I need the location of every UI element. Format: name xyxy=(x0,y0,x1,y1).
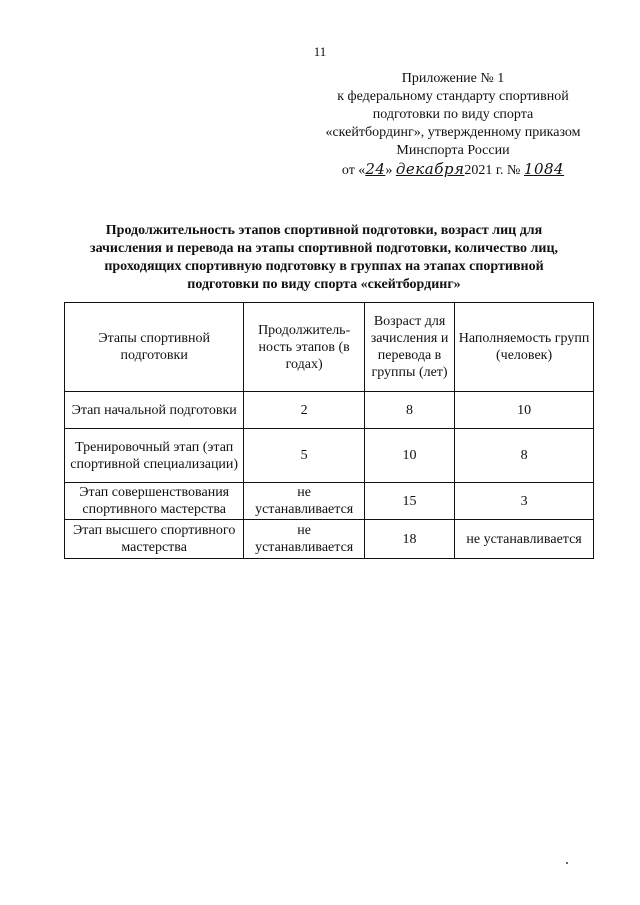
date-close: » xyxy=(385,163,393,178)
handwritten-order-number: 1084 xyxy=(523,160,565,178)
handwritten-day: 24 xyxy=(365,160,386,178)
header-duration: Продолжитель-ность этапов (в годах) xyxy=(244,303,365,392)
stages-table xyxy=(64,302,594,559)
cell-duration: не устанавливается xyxy=(244,520,365,559)
appendix-line: подготовки по виду спорта xyxy=(372,107,534,122)
handwritten-month: декабря xyxy=(395,160,465,178)
table-row xyxy=(65,392,594,429)
cell-age: 15 xyxy=(364,483,454,520)
page-number: 11 xyxy=(313,44,327,59)
header-age: Возраст для зачисления и перевода в группы (лет) xyxy=(364,303,454,392)
header-stages: Этапы спортивной подготовки xyxy=(65,303,244,392)
appendix-line: Минспорта России xyxy=(396,143,510,158)
order-year: 2021 г. № xyxy=(464,163,521,178)
cell-stage: Этап совершенствования спортивного мастерства xyxy=(65,483,244,520)
title-line: зачисления и перевода на этапы спортивной подготовки, количество лиц, xyxy=(89,241,559,256)
cell-group-size: 10 xyxy=(455,392,594,429)
cell-group-size: не устанавливается xyxy=(455,520,594,559)
table-row xyxy=(65,520,594,559)
appendix-line: «скейтбординг», утвержденному приказом xyxy=(325,125,581,140)
appendix-title: Приложение № 1 xyxy=(401,71,505,86)
table-row xyxy=(65,429,594,483)
appendix-header xyxy=(318,70,588,180)
appendix-line: к федеральному стандарту спортивной xyxy=(337,89,569,104)
table-header-row xyxy=(65,303,594,392)
header-group-size: Наполняемость групп (человек) xyxy=(455,303,594,392)
table-row xyxy=(65,483,594,520)
cell-duration: не устанавливается xyxy=(244,483,365,520)
date-prefix: от « xyxy=(341,163,366,178)
title-line: Продолжительность этапов спортивной подготовки, возраст лиц для xyxy=(105,223,543,238)
cell-age: 18 xyxy=(364,520,454,559)
scan-speck xyxy=(566,862,568,864)
document-title xyxy=(60,222,588,294)
cell-age: 8 xyxy=(364,392,454,429)
cell-duration: 5 xyxy=(244,429,365,483)
cell-stage: Тренировочный этап (этап спортивной специализации) xyxy=(65,429,244,483)
cell-stage: Этап высшего спортивного мастерства xyxy=(65,520,244,559)
cell-stage: Этап начальной подготовки xyxy=(65,392,244,429)
title-line: проходящих спортивную подготовку в группах на этапах спортивной xyxy=(104,259,544,274)
cell-duration: 2 xyxy=(244,392,365,429)
cell-group-size: 8 xyxy=(455,429,594,483)
cell-age: 10 xyxy=(364,429,454,483)
title-line: подготовки по виду спорта «скейтбординг» xyxy=(187,277,461,292)
cell-group-size: 3 xyxy=(455,483,594,520)
order-date-line xyxy=(318,160,588,180)
